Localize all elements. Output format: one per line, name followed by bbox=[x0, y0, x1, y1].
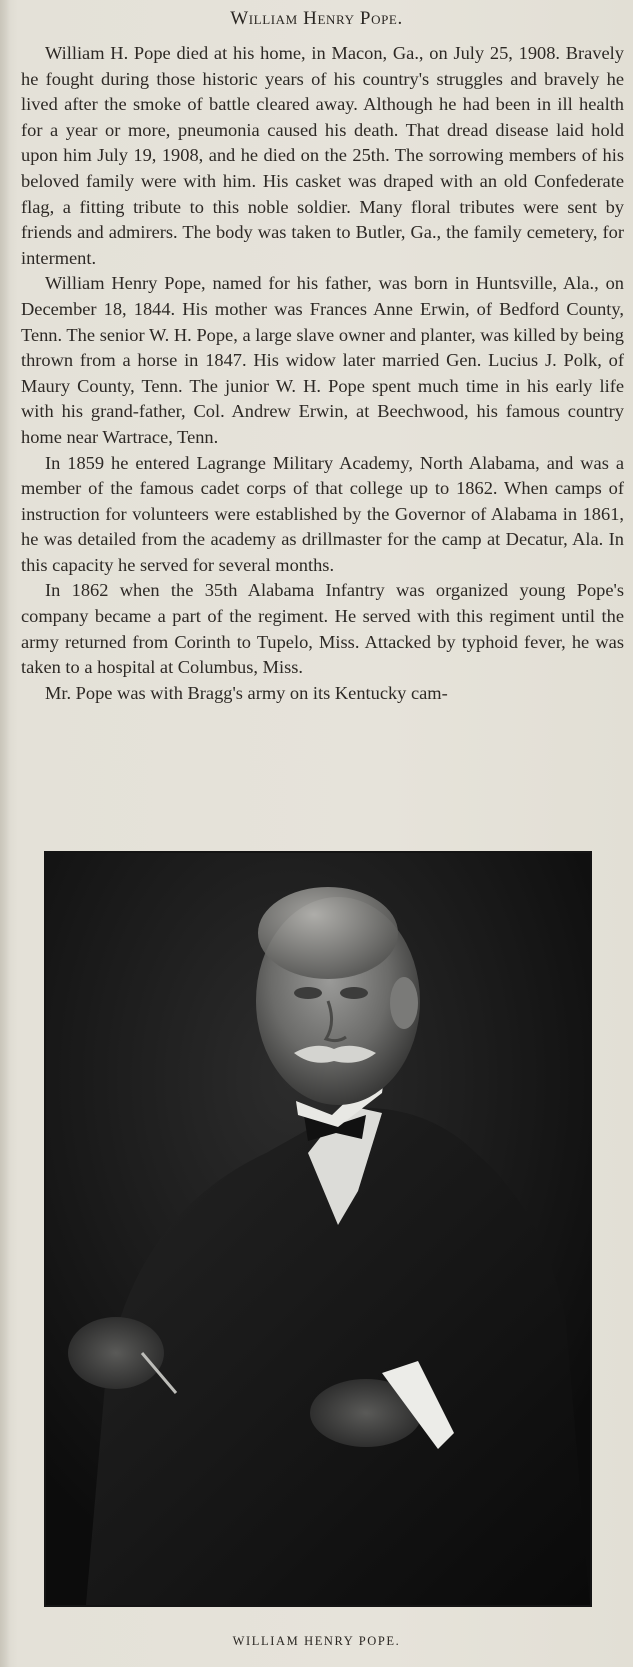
left-hand bbox=[68, 1317, 164, 1389]
head-crown bbox=[258, 887, 398, 979]
running-head: William Henry Pope. bbox=[230, 8, 403, 29]
paragraph-birth: William Henry Pope, named for his father, was born in Huntsville, Ala., on December 18, 1844. His mother was Frances Anne Erwin, of Bedford County, Tenn. The senior W. H. Pope, a large slave owner and planter, was killed by being thrown from a horse in 1847. His widow later married Gen. Lucius J. Polk, of Maury County, Tenn. The junior W. H. Pope spent much time in his early life with his grand-father, Col. Andrew Erwin, at Beechwood, his famous country home near Wartrace, Tenn. bbox=[21, 273, 624, 447]
eye-right bbox=[340, 987, 368, 999]
ear bbox=[390, 977, 418, 1029]
photo-caption: WILLIAM HENRY POPE. bbox=[232, 1634, 401, 1648]
portrait-photograph bbox=[44, 851, 592, 1607]
paragraph-regiment: In 1862 when the 35th Alabama Infantry was organized young Pope's company became a part of the regiment. He served with this regiment until the army returned from Corinth to Tupelo, Miss. Attacked by typhoid fever, he was taken to a hospital at Columbus, Miss. bbox=[21, 580, 624, 678]
portrait-image bbox=[46, 853, 590, 1605]
paragraph-death: William H. Pope died at his home, in Macon, Ga., on July 25, 1908. Bravely he fought during those historic years of his country's struggles and bravely he lived after the smoke of battle cleared away. Although he had been in ill health for a year or more, pneumonia caused his death. That dread disease laid hold upon him July 19, 1908, and he died on the 25th. The sorrowing members of his beloved family were with him. His casket was draped with an old Confederate flag, a fitting tribute to this noble soldier. Many floral tributes were sent by friends and admirers. The body was taken to Butler, Ga., the family cemetery, for interment. bbox=[21, 43, 624, 268]
spine-shadow bbox=[0, 0, 10, 1667]
article-body bbox=[21, 41, 624, 706]
paragraph-kentucky: Mr. Pope was with Bragg's army on its Kentucky cam- bbox=[45, 682, 448, 703]
paragraph-academy: In 1859 he entered Lagrange Military Academy, North Alabama, and was a member of the famous cadet corps of that college up to 1862. When camps of instruction for volunteers were established by the Governor of Alabama in 1861, he was detailed from the academy as drillmaster for the camp at Decatur, Ala. In this capacity he served for several months. bbox=[21, 452, 624, 575]
eye-left bbox=[294, 987, 322, 999]
